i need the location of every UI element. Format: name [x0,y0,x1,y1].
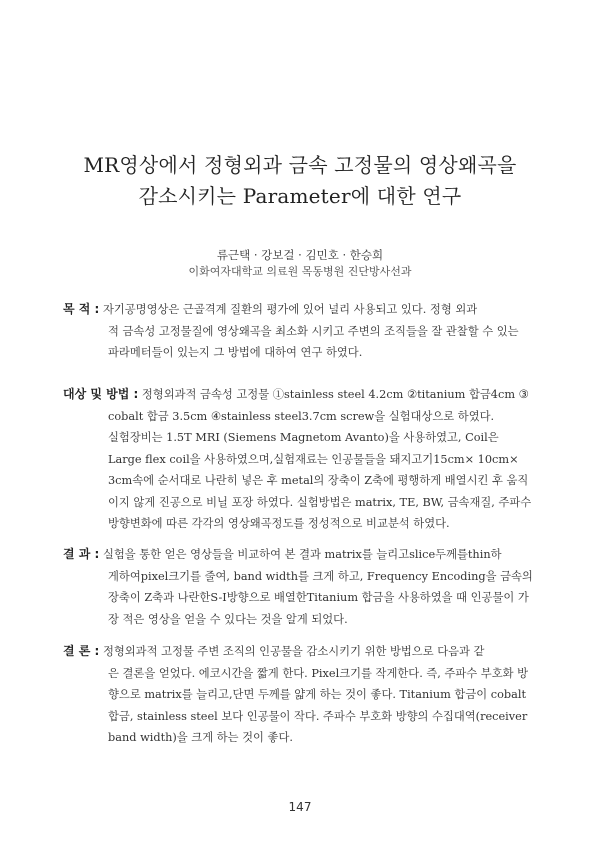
section-label-methods: 대상 및 방법 : [63,387,139,401]
section-text-methods-line1: 정형외과적 금속성 고정물 ①stainless steel 4.2cm ②titanium 합금4cm ③ [141,388,529,401]
section-label-purpose: 목 적 : [63,302,100,316]
section-results [63,544,533,630]
author-list: 류근택 · 강보걸 · 김민호 · 한승희 [216,248,384,262]
title-line-2: 감소시키는 Parameter에 대한 연구 [138,184,462,208]
section-text-conclusion: 은 결론을 얻었다. 에코시간을 짧게 한다. Pixel크기를 작게한다. 즉, 주파수 부호화 방향으로 matrix를 늘리고,단면 두께를 얇게 하는 것이 좋다. Titanium 합금이 cobalt 합금, stainless steel 보다 인공물이 작다. 주파수 부호화 방향의 수집대역(receiver band width)을 크게 하는 것이 좋다. [108,666,529,744]
section-label-results: 결 과 : [63,547,100,561]
title-line-1: MR영상에서 정형외과 금속 고정물의 영상왜곡을 [83,153,517,177]
section-text-methods: cobalt 합금 3.5cm ④stainless steel3.7cm screw을 실험대상으로 하였다. [108,409,495,423]
section-text-results-line1: 실험을 통한 얻은 영상들을 비교하여 본 결과 matrix를 늘리고slice두께를thin하 [102,548,502,561]
paper-title [40,150,560,212]
section-text-purpose: 적 금속성 고정물질에 영상왜곡을 최소화 시키고 주변의 조직들을 잘 관찰할 수 있는 파라메터들이 있는지 그 방법에 대하여 연구 하였다. [108,324,519,359]
section-text-purpose-line1: 자기공명영상은 근골격계 질환의 평가에 있어 널리 사용되고 있다. 정형 외과 [102,303,478,316]
section-label-conclusion: 결 론 : [63,644,100,658]
section-methods [63,384,533,535]
section-conclusion [63,641,533,749]
page-number: 147 [288,800,312,814]
section-text-methods-para2: 실험장비는 1.5T MRI (Siemens Magnetom Avanto)을 사용하였고, Coil은 Large flex coil을 사용하였으며,실험재료는 인공물들을 돼지고기15cm× 10cm× 3cm속에 순서대로 나란히 넣은 후 metal의 장축이 Z축에 평행하게 배열시킨 후 움직이지 않게 진공으로 비닐 포장 하였다. 실험방법은 matrix, TE, BW, 금속재질, 주파수방향변화에 따른 각각의 영상왜곡정도를 정성적으로 비교분석 하였다. [108,431,532,530]
section-purpose [63,299,533,364]
section-text-results: 게하여pixel크기를 줄여, band width를 크게 하고, Frequency Encoding을 금속의 장축이 Z축과 나란한S-I방향으로 배열한Titanium 합금을 사용하였을 때 인공물이 가장 적은 영상을 얻을 수 있다는 것을 알게 되었다. [108,569,533,626]
affiliation: 이화여자대학교 의료원 목동병원 진단방사선과 [188,265,412,278]
section-text-conclusion-line1: 정형외과적 고정물 주변 조직의 인공물을 감소시키기 위한 방법으로 다음과 같 [102,645,485,658]
